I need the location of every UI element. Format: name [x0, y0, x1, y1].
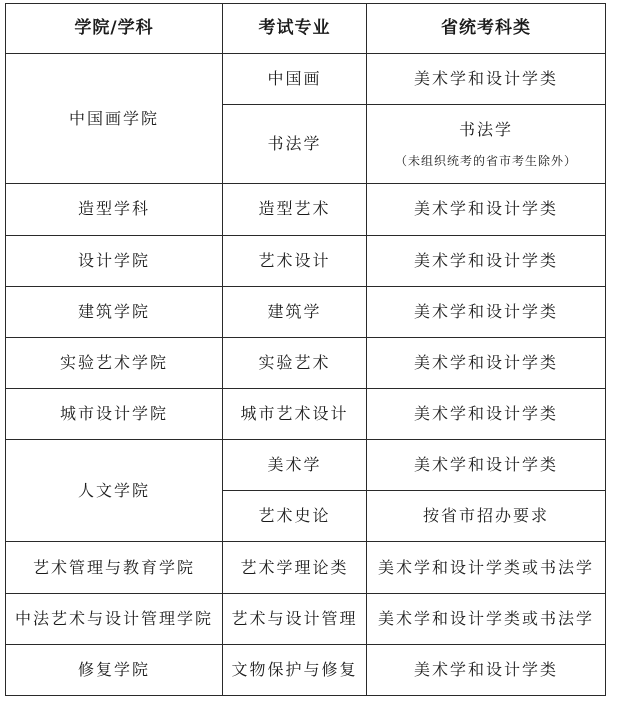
college-cell: 艺术管理与教育学院: [6, 542, 223, 593]
category-cell: 美术学和设计学类: [367, 337, 606, 388]
college-cell: 造型学科: [6, 184, 223, 235]
category-cell: 美术学和设计学类或书法学: [367, 593, 606, 644]
table-row: [6, 389, 606, 440]
major-cell: 书法学: [223, 105, 367, 184]
category-cell: 美术学和设计学类: [367, 235, 606, 286]
college-cell: 实验艺术学院: [6, 337, 223, 388]
category-text: 书法学: [458, 119, 513, 139]
major-cell: 实验艺术: [223, 337, 367, 388]
table-row: [6, 644, 606, 695]
major-cell: 艺术与设计管理: [223, 593, 367, 644]
table-row: [6, 235, 606, 286]
major-cell: 城市艺术设计: [223, 389, 367, 440]
category-cell: 按省市招办要求: [367, 491, 606, 542]
major-cell: 造型艺术: [223, 184, 367, 235]
header-major: 考试专业: [223, 4, 367, 54]
table-row: [6, 440, 606, 491]
table-row: [6, 542, 606, 593]
table-row: [6, 184, 606, 235]
category-cell: 美术学和设计学类: [367, 440, 606, 491]
major-cell: 美术学: [223, 440, 367, 491]
college-cell: 建筑学院: [6, 286, 223, 337]
major-cell: 艺术设计: [223, 235, 367, 286]
category-cell: 美术学和设计学类: [367, 184, 606, 235]
header-category: 省统考科类: [367, 4, 606, 54]
major-cell: 艺术史论: [223, 491, 367, 542]
category-cell: [367, 105, 606, 184]
college-cell: 中国画学院: [6, 54, 223, 184]
college-cell: 中法艺术与设计管理学院: [6, 593, 223, 644]
header-college: 学院/学科: [6, 4, 223, 54]
major-cell: 文物保护与修复: [223, 644, 367, 695]
category-cell: 美术学和设计学类: [367, 389, 606, 440]
header-row: [6, 4, 606, 54]
table-row: [6, 593, 606, 644]
major-cell: 中国画: [223, 54, 367, 105]
category-cell: 美术学和设计学类: [367, 286, 606, 337]
table-row: [6, 286, 606, 337]
category-cell: 美术学和设计学类: [367, 54, 606, 105]
category-cell: 美术学和设计学类: [367, 644, 606, 695]
table-row: [6, 54, 606, 105]
college-cell: 修复学院: [6, 644, 223, 695]
major-cell: 艺术学理论类: [223, 542, 367, 593]
category-cell: 美术学和设计学类或书法学: [367, 542, 606, 593]
college-cell: 城市设计学院: [6, 389, 223, 440]
major-cell: 建筑学: [223, 286, 367, 337]
college-major-table: [5, 3, 606, 696]
college-cell: 人文学院: [6, 440, 223, 542]
table-row: [6, 337, 606, 388]
college-cell: 设计学院: [6, 235, 223, 286]
category-note: （未组织统考的省市考生除外）: [394, 153, 577, 168]
